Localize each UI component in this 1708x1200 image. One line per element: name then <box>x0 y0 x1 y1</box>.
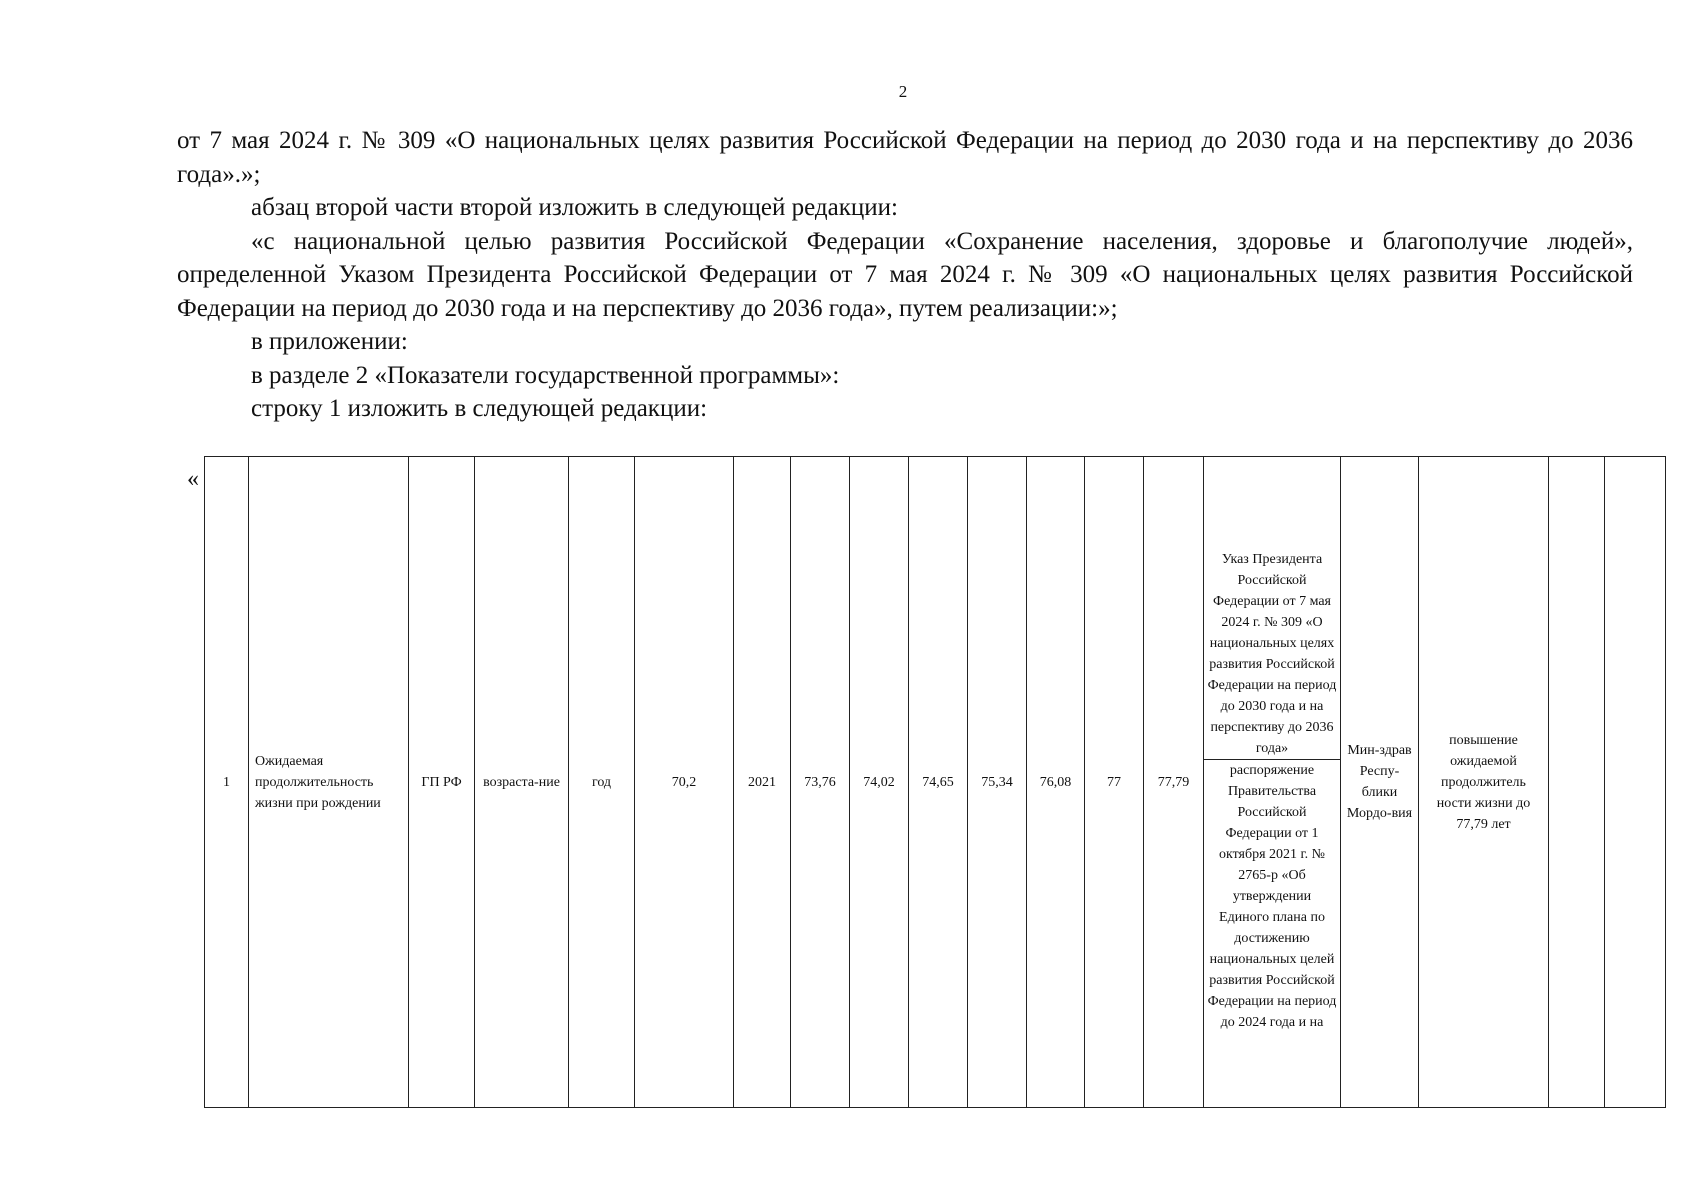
empty-cell <box>1549 457 1605 1108</box>
empty-cell <box>1605 457 1666 1108</box>
paragraph: абзац второй части второй изложить в следующей редакции: <box>251 194 898 221</box>
base-value-cell: 70,2 <box>635 457 734 1108</box>
goal-cell: повышение ожидаемой продолжитель ности жизни до 77,79 лет <box>1419 457 1549 1108</box>
value-cell: 77,79 <box>1144 457 1204 1108</box>
value-cell: 76,08 <box>1027 457 1085 1108</box>
page-number: 2 <box>898 82 908 101</box>
base-year-cell: 2021 <box>734 457 791 1108</box>
indicator-name-cell: Ожидаемая продолжительность жизни при рождении <box>249 457 409 1108</box>
paragraph: в приложении: <box>251 328 408 355</box>
level-cell: ГП РФ <box>409 457 475 1108</box>
value-cell: 74,02 <box>850 457 909 1108</box>
opening-quote-mark: « <box>187 466 199 492</box>
paragraph: от 7 мая 2024 г. № 309 «О национальных целях развития Российской Федерации на период до 2030 года и на перспективу до 2036 года».»; <box>177 127 1633 188</box>
table-row <box>205 457 1666 1108</box>
decree-reference: Указ Президента Российской Федерации от 7 мая 2024 г. № 309 «О национальных целях развития Российской Федерации на период до 2030 года и на перспективу до 2036 года» <box>1207 552 1337 756</box>
value-cell: 74,65 <box>909 457 968 1108</box>
paragraph: строку 1 изложить в следующей редакции: <box>251 395 708 422</box>
paragraph: в разделе 2 «Показатели государственной программы»: <box>251 361 840 389</box>
document-body <box>177 124 1633 426</box>
responsible-cell: Мин-здрав Респу-блики Мордо-вия <box>1341 457 1419 1108</box>
unit-cell: год <box>569 457 635 1108</box>
paragraph: «с национальной целью развития Российской Федерации «Сохранение населения, здоровье и благополучие людей», определенной Указом Президента Российской Федерации от 7 мая 2024 г. № 309 «О национальных целях развития Российской Федерации на период до 2030 года и на перспективу до 2036 года», путем реализации:»; <box>177 227 1633 322</box>
indicator-table <box>204 456 1666 1108</box>
value-cell: 75,34 <box>968 457 1027 1108</box>
documents-cell <box>1204 457 1341 1108</box>
trend-cell: возраста-ние <box>475 457 569 1108</box>
value-cell: 73,76 <box>791 457 850 1108</box>
value-cell: 77 <box>1085 457 1144 1108</box>
government-order-reference: распоряжение Правительства Российской Федерации от 1 октября 2021 г. № 2765-р «Об утверждении Единого плана по достижению национальных целей развития Российской Федерации на период до 2024 года и на <box>1204 759 1340 1107</box>
row-number-cell: 1 <box>205 457 249 1108</box>
